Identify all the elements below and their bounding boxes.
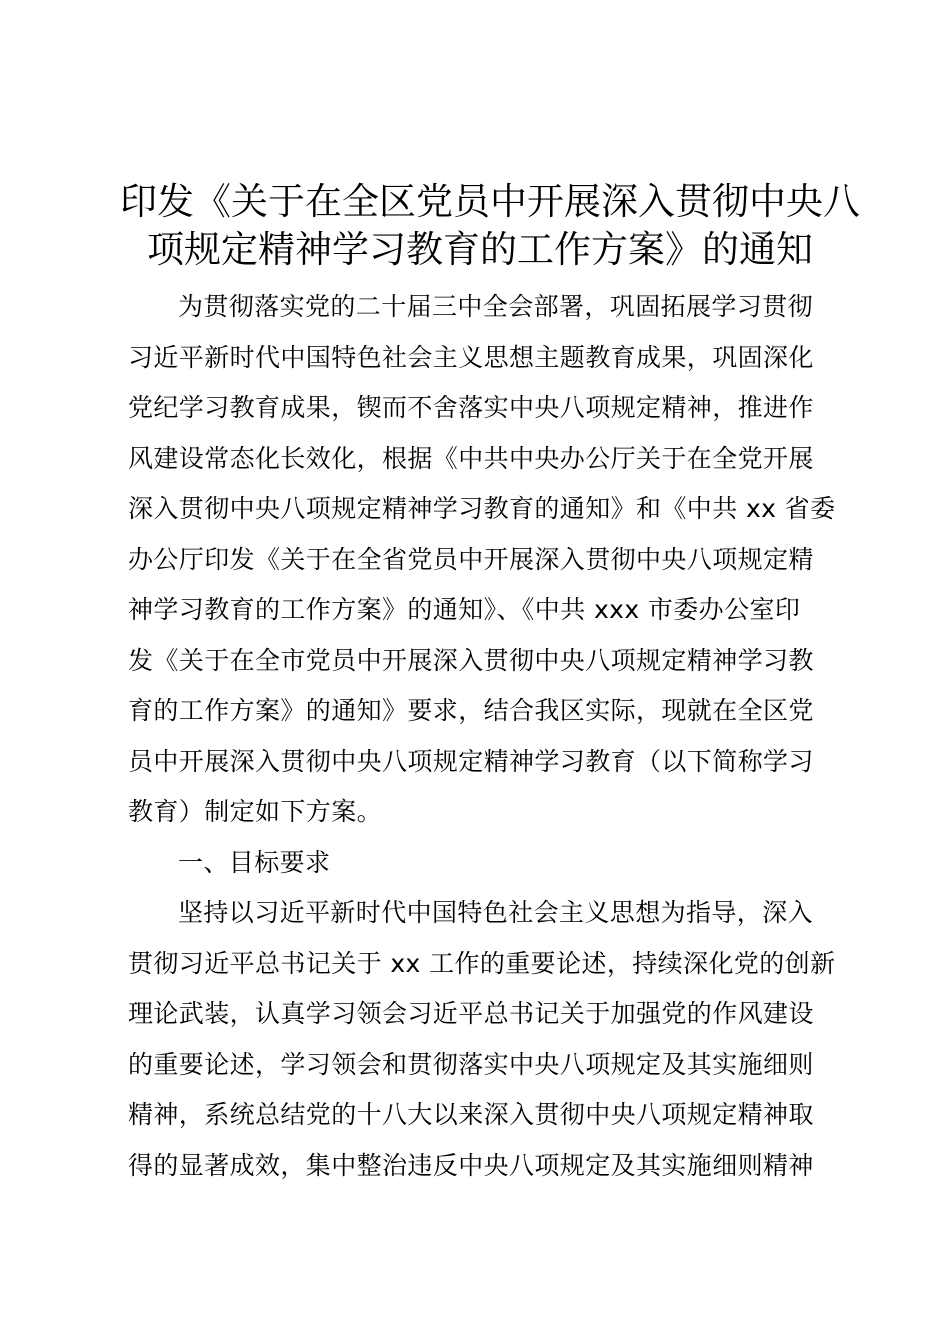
- intro-line: 风建设常态化长效化，根据《中共中央办公厅关于在全党开展: [128, 443, 814, 473]
- intro-line: 发《关于在全市党员中开展深入贯彻中央八项规定精神学习教: [128, 645, 814, 675]
- section-line: 贯彻习近平总书记关于 xx 工作的重要论述，持续深化党的创新: [128, 948, 836, 978]
- section-heading: 一、目标要求: [178, 847, 331, 877]
- document-title: [120, 178, 860, 274]
- intro-line: 员中开展深入贯彻中央八项规定精神学习教育（以下简称学习: [128, 746, 814, 776]
- intro-line: 教育）制定如下方案。: [128, 797, 383, 826]
- section-line: 坚持以习近平新时代中国特色社会主义思想为指导，深入: [178, 898, 814, 927]
- title-line-1: 印发《关于在全区党员中开展深入贯彻中央八: [120, 180, 860, 223]
- intro-line: 党纪学习教育成果，锲而不舍落实中央八项规定精神，推进作: [128, 393, 814, 422]
- document-body: [128, 282, 836, 1191]
- title-line-2: 项规定精神学习教育的工作方案》的通知: [147, 228, 813, 271]
- section-line: 精神，系统总结党的十八大以来深入贯彻中央八项规定精神取: [128, 1100, 814, 1129]
- intro-line: 神学习教育的工作方案》的通知》、《中共 xxx 市委办公室印: [128, 595, 801, 624]
- intro-line: 习近平新时代中国特色社会主义思想主题教育成果，巩固深化: [128, 342, 814, 372]
- intro-line: 为贯彻落实党的二十届三中全会部署，巩固拓展学习贯彻: [178, 292, 814, 321]
- section-line: 理论武装，认真学习领会习近平总书记关于加强党的作风建设: [128, 999, 814, 1028]
- intro-line: 育的工作方案》的通知》要求，结合我区实际，现就在全区党: [128, 696, 814, 725]
- section-line: 的重要论述，学习领会和贯彻落实中央八项规定及其实施细则: [128, 1049, 814, 1079]
- intro-line: 深入贯彻中央八项规定精神学习教育的通知》和《中共 xx 省委: [128, 494, 836, 523]
- section-line: 得的显著成效，集中整治违反中央八项规定及其实施细则精神: [128, 1150, 814, 1180]
- intro-line: 办公厅印发《关于在全省党员中开展深入贯彻中央八项规定精: [128, 544, 814, 574]
